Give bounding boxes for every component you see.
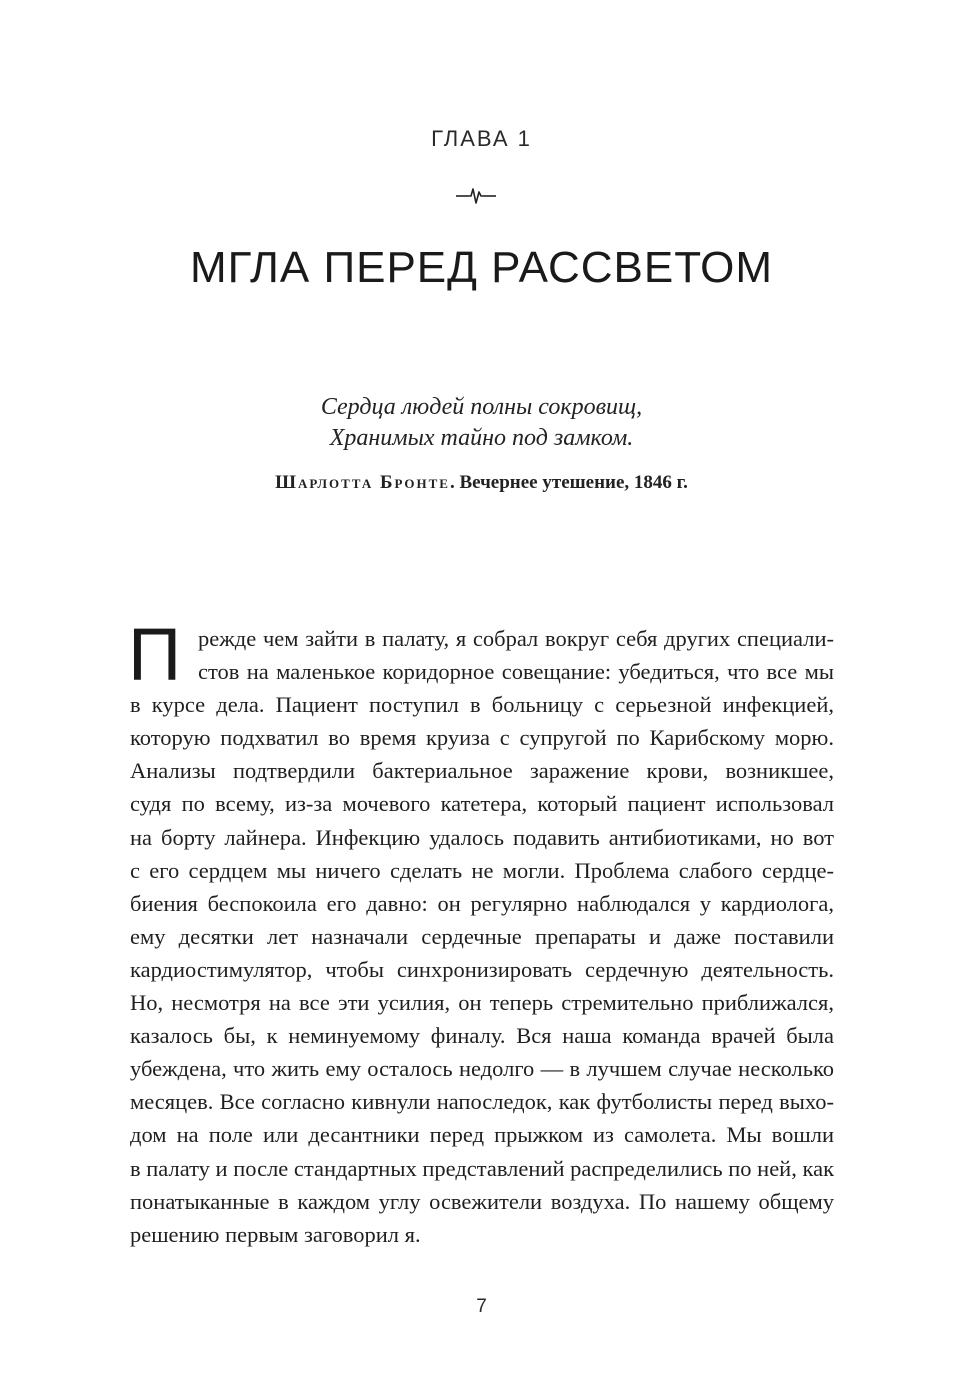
heartbeat-line-icon <box>456 186 496 206</box>
epigraph-line: Сердца людей полны сокровищ, <box>320 394 643 420</box>
body-line: на борту лайнера. Инфекцию удалось подавить антибиотиками, но вот <box>130 824 834 850</box>
body-line: месяцев. Все согласно кивнули напоследок, как футболисты перед выхо- <box>130 1089 834 1115</box>
body-line: которую подхватил во время круиза с супругой по Карибскому морю. <box>130 725 834 751</box>
body-paragraph <box>128 613 834 1251</box>
page-number: 7 <box>476 1296 487 1317</box>
body-line: дом на поле или десантники перед прыжком из самолета. Мы вошли <box>130 1122 834 1148</box>
body-line: биения беспокоила его давно: он регулярно наблюдался у кардиолога, <box>130 890 834 916</box>
body-line: решению первым заговорил я. <box>130 1221 421 1247</box>
epigraph-line: Хранимых тайно под замком. <box>329 425 634 451</box>
body-line: ему десятки лет назначали сердечные препараты и даже поставили <box>130 923 834 949</box>
body-line: в курсе дела. Пациент поступил в больницу с серьезной инфекцией, <box>130 692 834 718</box>
epigraph-author: Шарлотта Бронте <box>275 472 450 493</box>
drop-cap: П <box>128 613 182 696</box>
body-line: стов на маленькое коридорное совещание: убедиться, что все мы <box>198 659 834 685</box>
chapter-label: ГЛАВА 1 <box>431 126 532 151</box>
body-line: с его сердцем мы ничего сделать не могли. Проблема слабого сердце- <box>130 857 834 883</box>
body-line: казалось бы, к неминуемому финалу. Вся наша команда врачей была <box>130 1023 834 1049</box>
body-line: Но, несмотря на все эти усилия, он теперь стремительно приближался, <box>130 990 834 1016</box>
body-line: кардиостимулятор, чтобы синхронизировать сердечную деятельность. <box>130 956 834 982</box>
body-line: Анализы подтвердили бактериальное заражение крови, возникшее, <box>130 758 834 784</box>
body-line: в палату и после стандартных представлений распределились по ней, как <box>130 1155 834 1181</box>
epigraph <box>0 392 963 454</box>
epigraph-source: . Вечернее утешение, 1846 г. <box>449 472 688 493</box>
chapter-title: МГЛА ПЕРЕД РАССВЕТОМ <box>190 243 773 292</box>
epigraph-attribution <box>0 470 963 496</box>
body-line: судя по всему, из-за мочевого катетера, который пациент использовал <box>130 791 834 817</box>
body-line: убеждена, что жить ему осталось недолго — в лучшем случае несколько <box>130 1056 834 1082</box>
body-line: режде чем зайти в палату, я собрал вокруг себя других специали- <box>198 626 834 651</box>
body-line: понатыканные в каждом углу освежители воздуха. По нашему общему <box>130 1188 834 1214</box>
